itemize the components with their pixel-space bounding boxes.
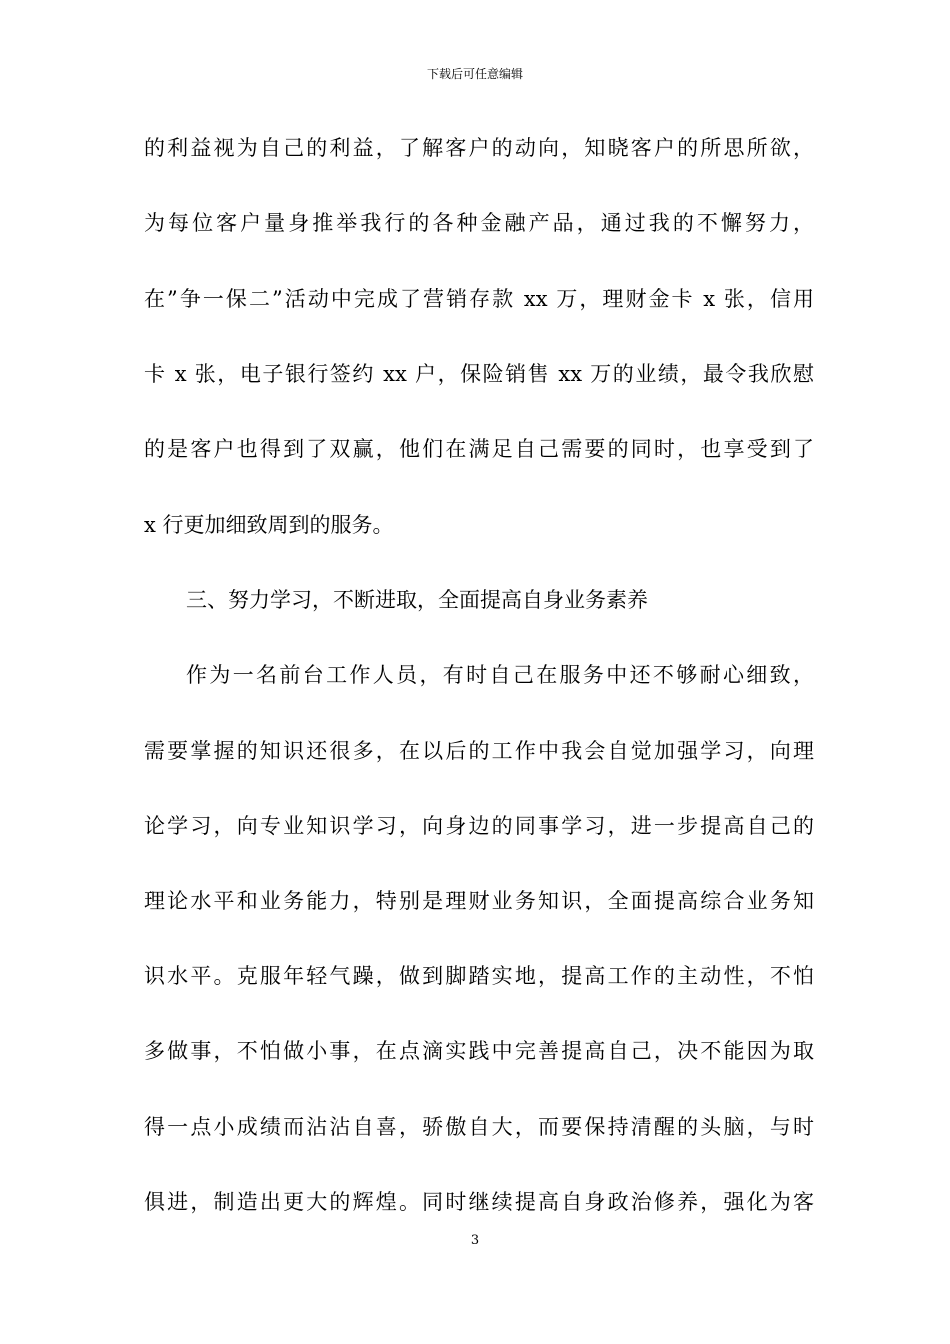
page-header: 下载后可任意编辑 <box>426 67 523 81</box>
body-line: x 行更加细致周到的服务。 <box>144 513 394 537</box>
body-line: 卡 x 张，电子银行签约 xx 户，保险销售 xx 万的业绩，最令我欣慰 <box>144 362 814 386</box>
body-line: 的利益视为自己的利益，了解客户的动向，知晓客户的所思所欲， <box>144 136 814 160</box>
body-line: 多做事，不怕做小事，在点滴实践中完善提高自己，决不能因为取 <box>144 1039 814 1063</box>
body-line: 需要掌握的知识还很多，在以后的工作中我会自觉加强学习，向理 <box>144 739 814 763</box>
body-line: 俱进，制造出更大的辉煌。同时继续提高自身政治修养，强化为客 <box>144 1190 814 1214</box>
body-line: 在”争一保二”活动中完成了营销存款 xx 万，理财金卡 x 张，信用 <box>144 287 814 311</box>
body-line: 作为一名前台工作人员，有时自己在服务中还不够耐心细致， <box>186 663 814 687</box>
page-number: 3 <box>470 1233 480 1248</box>
body-line: 的是客户也得到了双赢，他们在满足自己需要的同时，也享受到了 <box>144 437 814 461</box>
body-line: 为每位客户量身推举我行的各种金融产品，通过我的不懈努力， <box>144 211 814 235</box>
body-line: 识水平。克服年轻气躁，做到脚踏实地，提高工作的主动性，不怕 <box>144 964 814 988</box>
section-heading: 三、努力学习，不断进取，全面提高自身业务素养 <box>186 588 648 612</box>
body-line: 理论水平和业务能力，特别是理财业务知识，全面提高综合业务知 <box>144 889 814 913</box>
body-line: 论学习，向专业知识学习，向身边的同事学习，进一步提高自己的 <box>144 814 814 838</box>
body-line: 得一点小成绩而沾沾自喜，骄傲自大，而要保持清醒的头脑，与时 <box>144 1115 814 1139</box>
